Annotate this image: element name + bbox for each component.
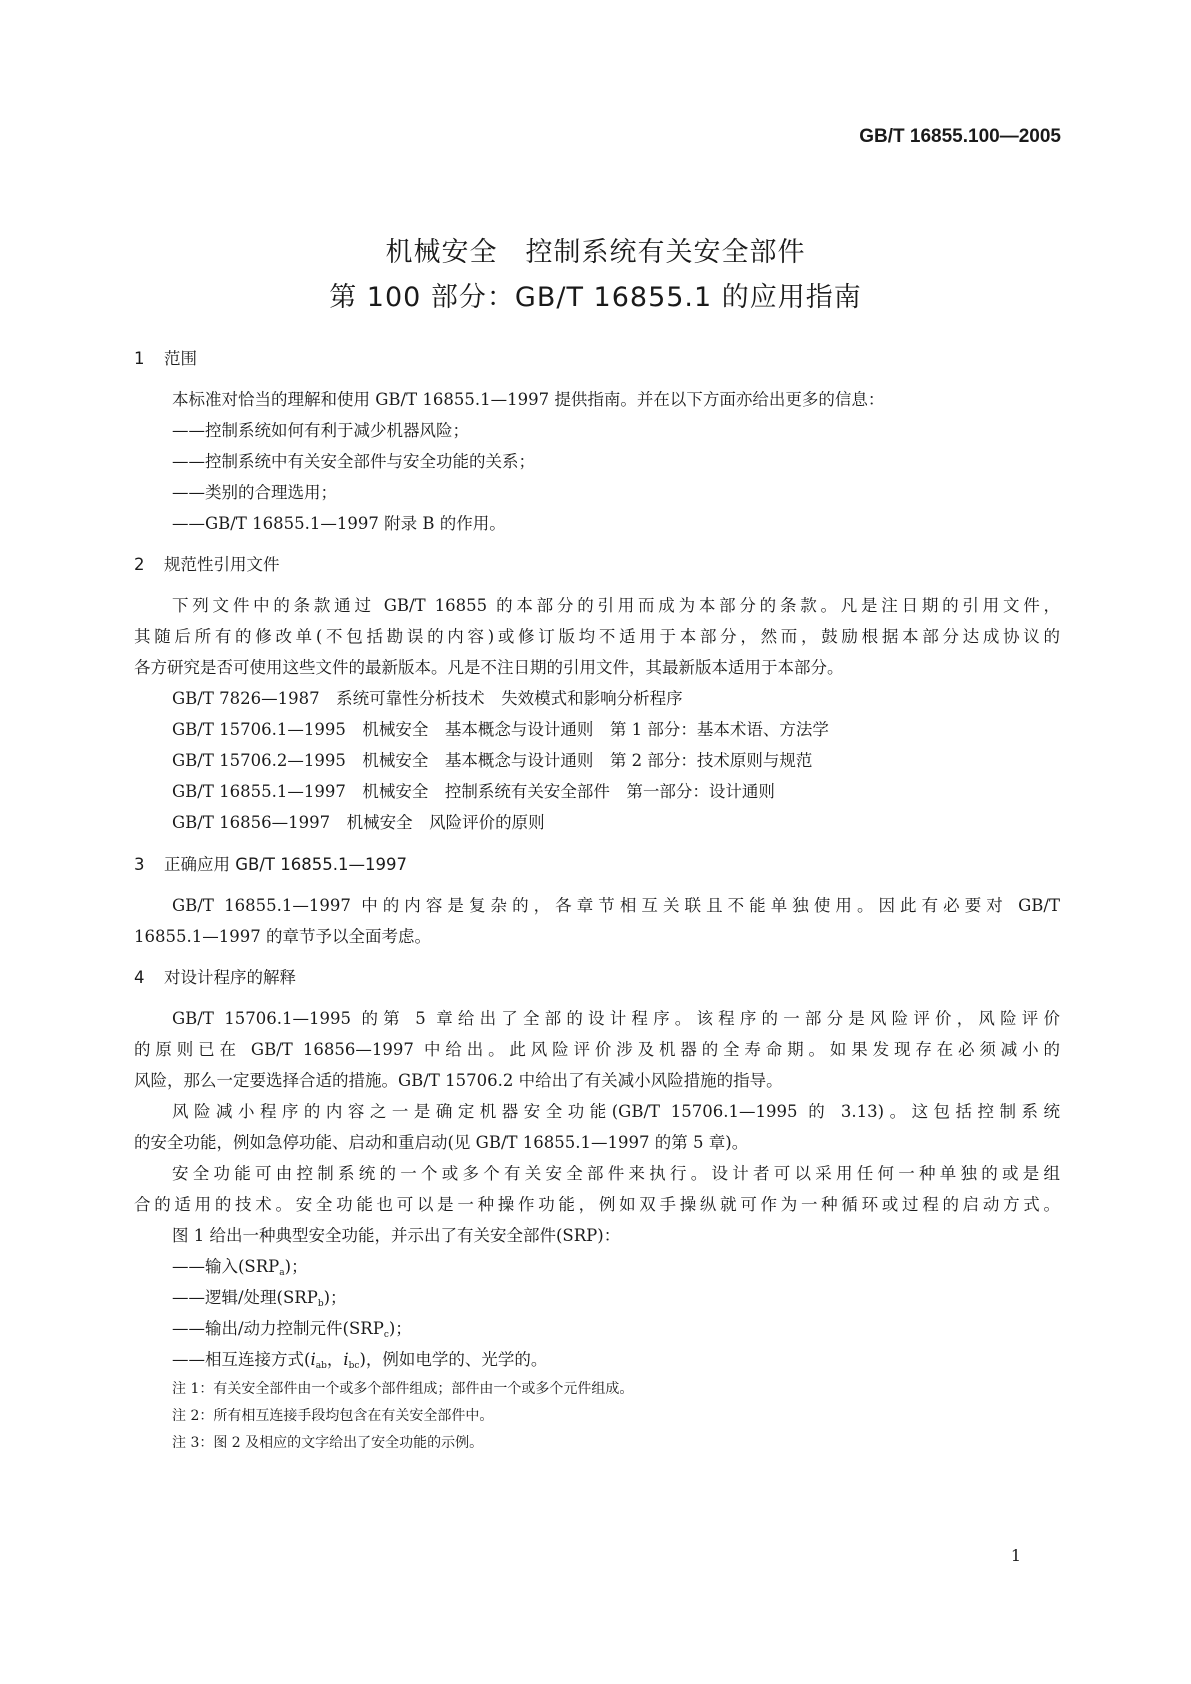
page-number: 1 [1010,1546,1021,1565]
reference-item: GB/T 15706.1—1995 机械安全 基本概念与设计通则 第 1 部分：基本术语、方法学 [172,720,829,739]
list-item-srp-input: ——输入$(SRP_a)$； [172,1257,308,1278]
section-number: 4 [134,968,145,987]
section-number: 2 [134,555,145,574]
paragraph-line: 各方研究是否可使用这些文件的最新版本。凡是不注日期的引用文件，其最新版本适用于本部分。 [134,658,844,677]
reference-item: GB/T 16856—1997 机械安全 风险评价的原则 [172,813,545,832]
section-heading-1 [134,345,197,369]
paragraph-line: 合的适用的技术。安全功能也可以是一种操作功能，例如双手操纵就可作为一种循环或过程的启动方式。 [134,1195,1060,1214]
document-title-line1: 机械安全 控制系统有关安全部件 [385,237,806,268]
paragraph: 本标准对恰当的理解和使用 GB/T 16855.1—1997 提供指南。并在以下方面亦给出更多的信息： [172,390,885,409]
reference-item: GB/T 15706.2—1995 机械安全 基本概念与设计通则 第 2 部分：技术原则与规范 [172,751,813,770]
document-title-line2: 第 100 部分：GB/T 16855.1 的应用指南 [329,282,862,313]
paragraph-line: 图 1 给出一种典型安全功能，并示出了有关安全部件(SRP)： [172,1226,621,1245]
paragraph-line: GB/T 16855.1—1997 中的内容是复杂的，各章节相互关联且不能单独使用。因此有必要对 GB/T [172,896,1060,915]
list-item: ——控制系统中有关安全部件与安全功能的关系； [172,452,535,471]
paragraph-line: 的原则已在 GB/T 16856—1997 中给出。此风险评价涉及机器的全寿命期。如果发现存在必须减小的 [134,1040,1060,1059]
list-item: ——GB/T 16855.1—1997 附录 B 的作用。 [172,514,506,533]
list-item-srp-logic: ——逻辑/处理$(SRP_b)$； [172,1288,347,1309]
list-item: ——控制系统如何有利于减少机器风险； [172,421,469,440]
paragraph-line: 风险，那么一定要选择合适的措施。GB/T 15706.2 中给出了有关减小风险措施的指导。 [134,1071,783,1090]
section-heading-4 [134,964,296,988]
section-heading-3 [134,851,407,875]
section-title: 规范性引用文件 [164,555,280,574]
section-title: 对设计程序的解释 [164,968,296,987]
section-title: 范围 [164,349,197,368]
standard-number: GB/T 16855.100—2005 [859,126,1061,147]
paragraph-line: 下列文件中的条款通过 GB/T 16855 的本部分的引用而成为本部分的条款。凡是注日期的引用文件， [172,596,1060,615]
section-number: 3 [134,855,145,874]
note: 注 3：图 2 及相应的文字给出了安全功能的示例。 [172,1435,484,1451]
paragraph-line: 的安全功能，例如急停功能、启动和重启动(见 GB/T 16855.1—1997 的第 5 章)。 [134,1133,749,1152]
list-item-srp-output: ——输出/动力控制元件$(SRP_c)$； [172,1319,412,1340]
section-heading-2 [134,551,280,575]
section-number: 1 [134,349,145,368]
section-title: 正确应用 GB/T 16855.1—1997 [164,855,407,874]
paragraph-line: 其随后所有的修改单(不包括勘误的内容)或修订版均不适用于本部分，然而，鼓励根据本部分达成协议的 [134,627,1060,646]
paragraph-line: 16855.1—1997 的章节予以全面考虑。 [134,927,431,946]
reference-item: GB/T 16855.1—1997 机械安全 控制系统有关安全部件 第一部分：设计通则 [172,782,775,801]
note: 注 1：有关安全部件由一个或多个部件组成；部件由一个或多个元件组成。 [172,1381,634,1397]
paragraph-line: GB/T 15706.1—1995 的第 5 章给出了全部的设计程序。该程序的一部分是风险评价，风险评价 [172,1009,1060,1028]
note: 注 2：所有相互连接手段均包含在有关安全部件中。 [172,1408,494,1424]
reference-item: GB/T 7826—1987 系统可靠性分析技术 失效模式和影响分析程序 [172,689,683,708]
list-item-interconnection: ——相互连接方式($i_{ab}$，$i_{bc}$)，例如电学的、光学的。 [172,1350,548,1371]
paragraph-line: 安全功能可由控制系统的一个或多个有关安全部件来执行。设计者可以采用任何一种单独的或是组 [172,1164,1060,1183]
paragraph-line: 风险减小程序的内容之一是确定机器安全功能(GB/T 15706.1—1995 的 3.13)。这包括控制系统 [172,1102,1060,1121]
list-item: ——类别的合理选用； [172,483,337,502]
